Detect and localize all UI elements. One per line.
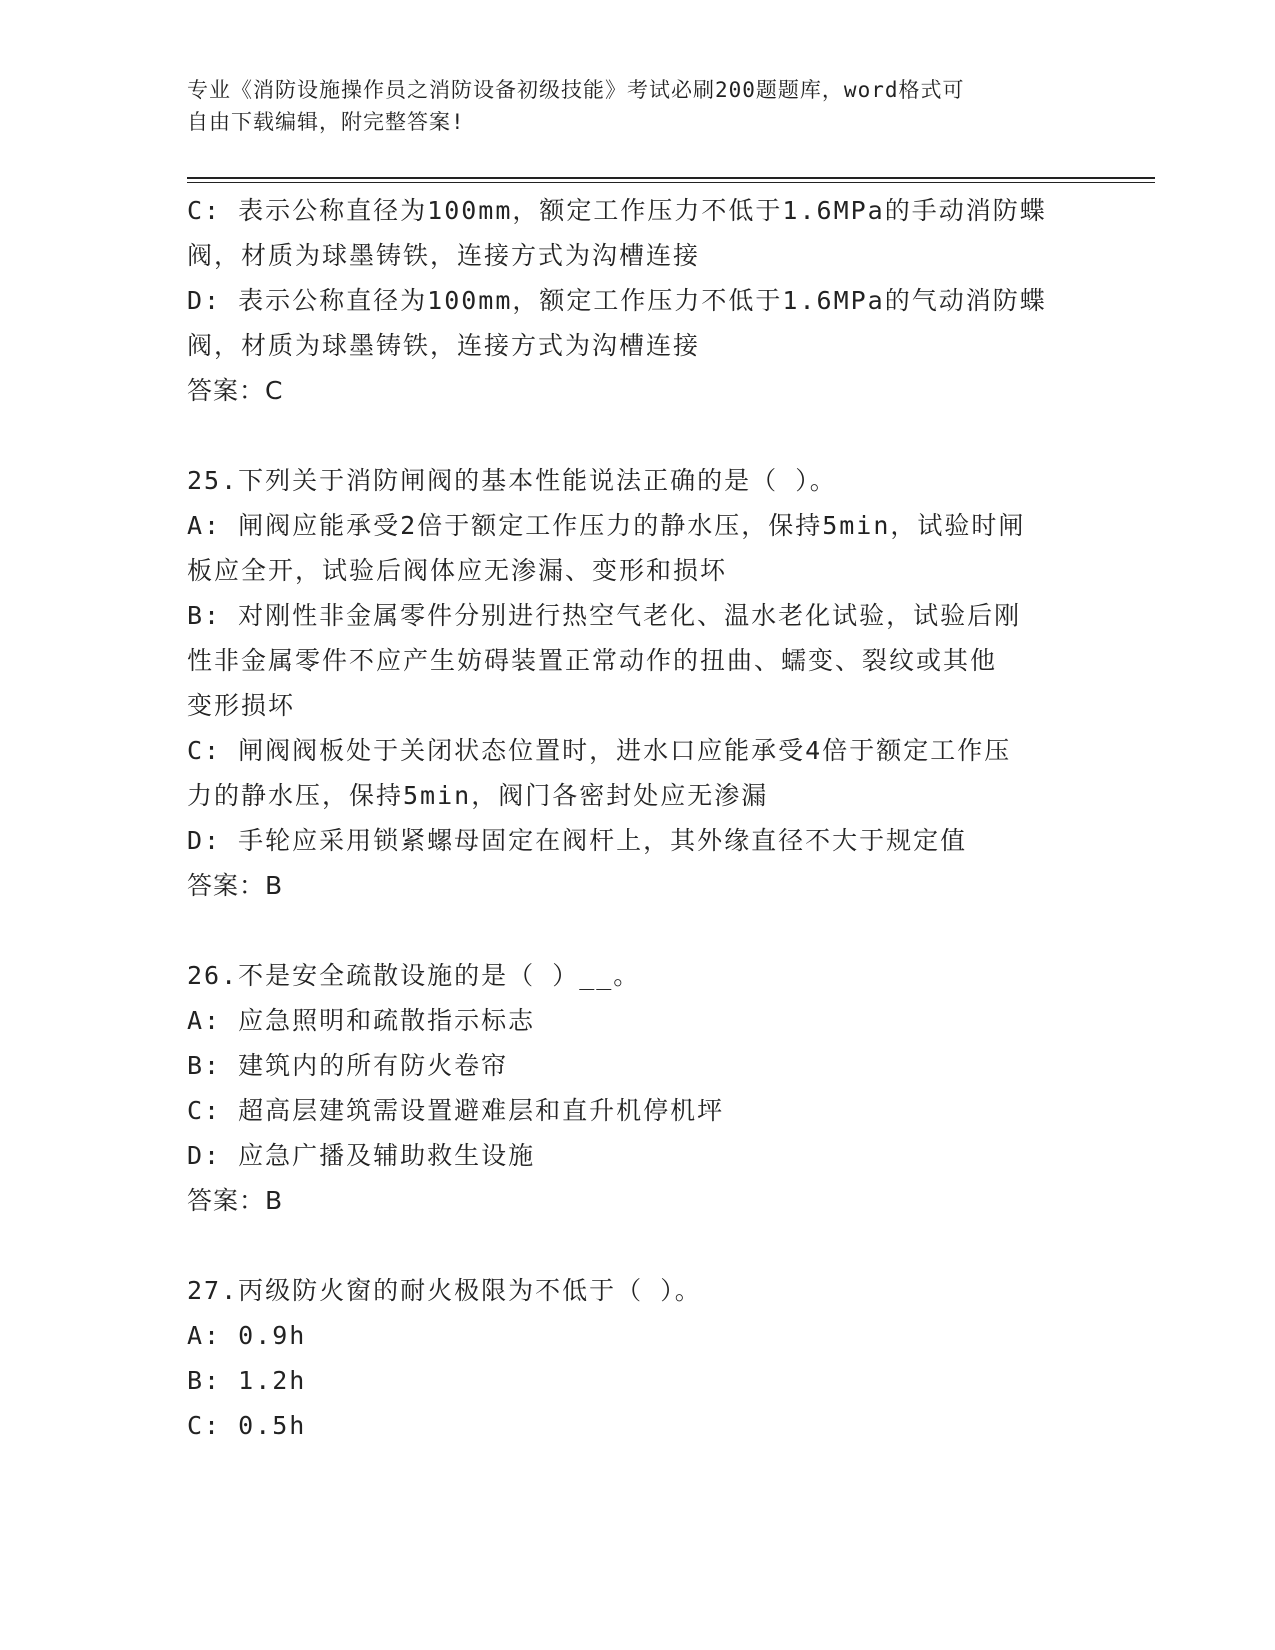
document-header xyxy=(187,74,1087,138)
question-25 xyxy=(187,458,1087,908)
option-c-line-2: 阀，材质为球墨铸铁，连接方式为沟槽连接 xyxy=(187,241,701,270)
option-c: C: 0.5h xyxy=(187,1411,307,1440)
header-rule-thick xyxy=(187,177,1155,179)
header-line-2: 自由下载编辑，附完整答案! xyxy=(187,110,465,134)
option-b-line-1: B: 对刚性非金属零件分别进行热空气老化、温水老化试验，试验后刚 xyxy=(187,601,1022,630)
option-a: A: 应急照明和疏散指示标志 xyxy=(187,1006,536,1035)
option-b-line-3: 变形损坏 xyxy=(187,691,296,720)
spacer xyxy=(187,908,1087,953)
option-d-line-1: D: 手轮应采用锁紧螺母固定在阀杆上，其外缘直径不大于规定值 xyxy=(187,826,968,855)
option-b-line-2: 性非金属零件不应产生妨碍装置正常动作的扭曲、蠕变、裂纹或其他 xyxy=(187,646,998,675)
option-c-line-2: 力的静水压，保持5min，阀门各密封处应无渗漏 xyxy=(187,781,769,810)
answer-label: 答案：C xyxy=(187,376,284,405)
header-line-1: 专业《消防设施操作员之消防设备初级技能》考试必刷200题题库，word格式可 xyxy=(187,78,965,102)
answer-label: 答案：B xyxy=(187,1186,284,1215)
question-text: 26.不是安全疏散设施的是（ ）__。 xyxy=(187,961,641,990)
option-d-line-2: 阀，材质为球墨铸铁，连接方式为沟槽连接 xyxy=(187,331,701,360)
option-b: B: 1.2h xyxy=(187,1366,307,1395)
question-26 xyxy=(187,953,1087,1223)
option-c-line-1: C: 表示公称直径为100mm，额定工作压力不低于1.6MPa的手动消防蝶 xyxy=(187,196,1047,225)
answer-label: 答案：B xyxy=(187,871,284,900)
question-24-tail xyxy=(187,188,1087,413)
option-d-line-1: D: 表示公称直径为100mm，额定工作压力不低于1.6MPa的气动消防蝶 xyxy=(187,286,1047,315)
question-content xyxy=(187,188,1087,1448)
option-a: A: 0.9h xyxy=(187,1321,307,1350)
option-b: B: 建筑内的所有防火卷帘 xyxy=(187,1051,509,1080)
spacer xyxy=(187,413,1087,458)
option-a-line-2: 板应全开，试验后阀体应无渗漏、变形和损坏 xyxy=(187,556,728,585)
header-rule-thin xyxy=(187,182,1155,183)
option-a-line-1: A: 闸阀应能承受2倍于额定工作压力的静水压，保持5min，试验时闸 xyxy=(187,511,1026,540)
question-text: 25.下列关于消防闸阀的基本性能说法正确的是（ ）。 xyxy=(187,466,837,495)
option-c-line-1: C: 闸阀阀板处于关闭状态位置时，进水口应能承受4倍于额定工作压 xyxy=(187,736,1012,765)
spacer xyxy=(187,1223,1087,1268)
question-27 xyxy=(187,1268,1087,1448)
option-c: C: 超高层建筑需设置避难层和直升机停机坪 xyxy=(187,1096,725,1125)
option-d: D: 应急广播及辅助救生设施 xyxy=(187,1141,536,1170)
question-text: 27.丙级防火窗的耐火极限为不低于（ ）。 xyxy=(187,1276,702,1305)
